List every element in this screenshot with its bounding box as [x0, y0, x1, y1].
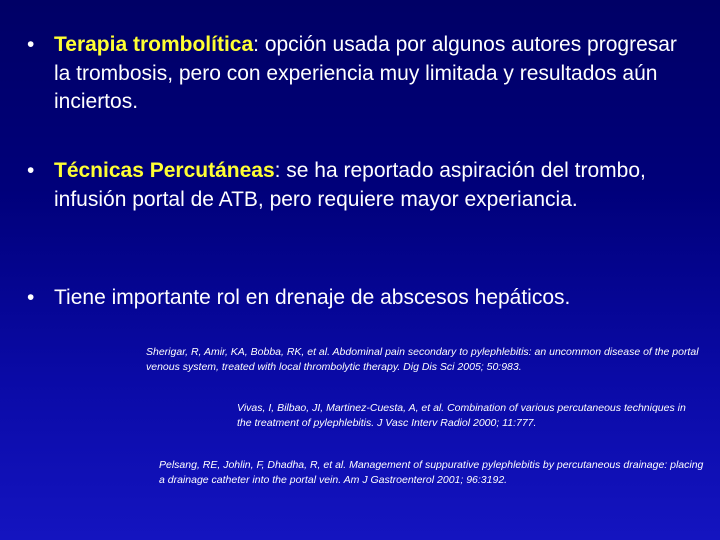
- bullet-text: [54, 31, 697, 117]
- bullet-thrombolytic-therapy: [27, 31, 697, 117]
- reference-sherigar: Sherigar, R, Amir, KA, Bobba, RK, et al. Abdominal pain secondary to pylephlebitis: an uncommon disease of the portal venous system, treated with local thrombolytic therapy. Dig Dis Sci 2005; 50:983.: [146, 346, 699, 373]
- reference-vivas: Vivas, I, Bilbao, JI, Martinez-Cuesta, A, et al. Combination of various percutaneous techniques in the treatment of pylephlebitis. J Vasc Interv Radiol 2000; 11:777.: [237, 402, 686, 429]
- bullet-description: : opción usada por algunos autores progresar la trombosis, pero con experiencia muy limitada y resultados aún inciertos.: [54, 33, 677, 113]
- bullet-abscess-drainage: [27, 284, 697, 313]
- bullet-percutaneous-techniques: [27, 157, 697, 214]
- bullet-marker: •: [27, 286, 35, 309]
- bullet-description: : se ha reportado aspiración del trombo, infusión portal de ATB, pero requiere mayor experiancia.: [54, 159, 646, 211]
- bullet-term: Terapia trombolítica: [54, 33, 254, 56]
- reference-pelsang: Pelsang, RE, Johlin, F, Dhadha, R, et al. Management of suppurative pylephlebitis by percutaneous drainage: placing a drainage catheter into the portal vein. Am J Gastroenterol 2001; 96:3192.: [159, 459, 704, 486]
- bullet-term: Técnicas Percutáneas: [54, 159, 275, 182]
- bullet-marker: •: [27, 159, 35, 182]
- bullet-marker: •: [27, 33, 35, 56]
- bullet-text: [54, 157, 697, 214]
- bullet-text: Tiene importante rol en drenaje de abscesos hepáticos.: [54, 286, 571, 309]
